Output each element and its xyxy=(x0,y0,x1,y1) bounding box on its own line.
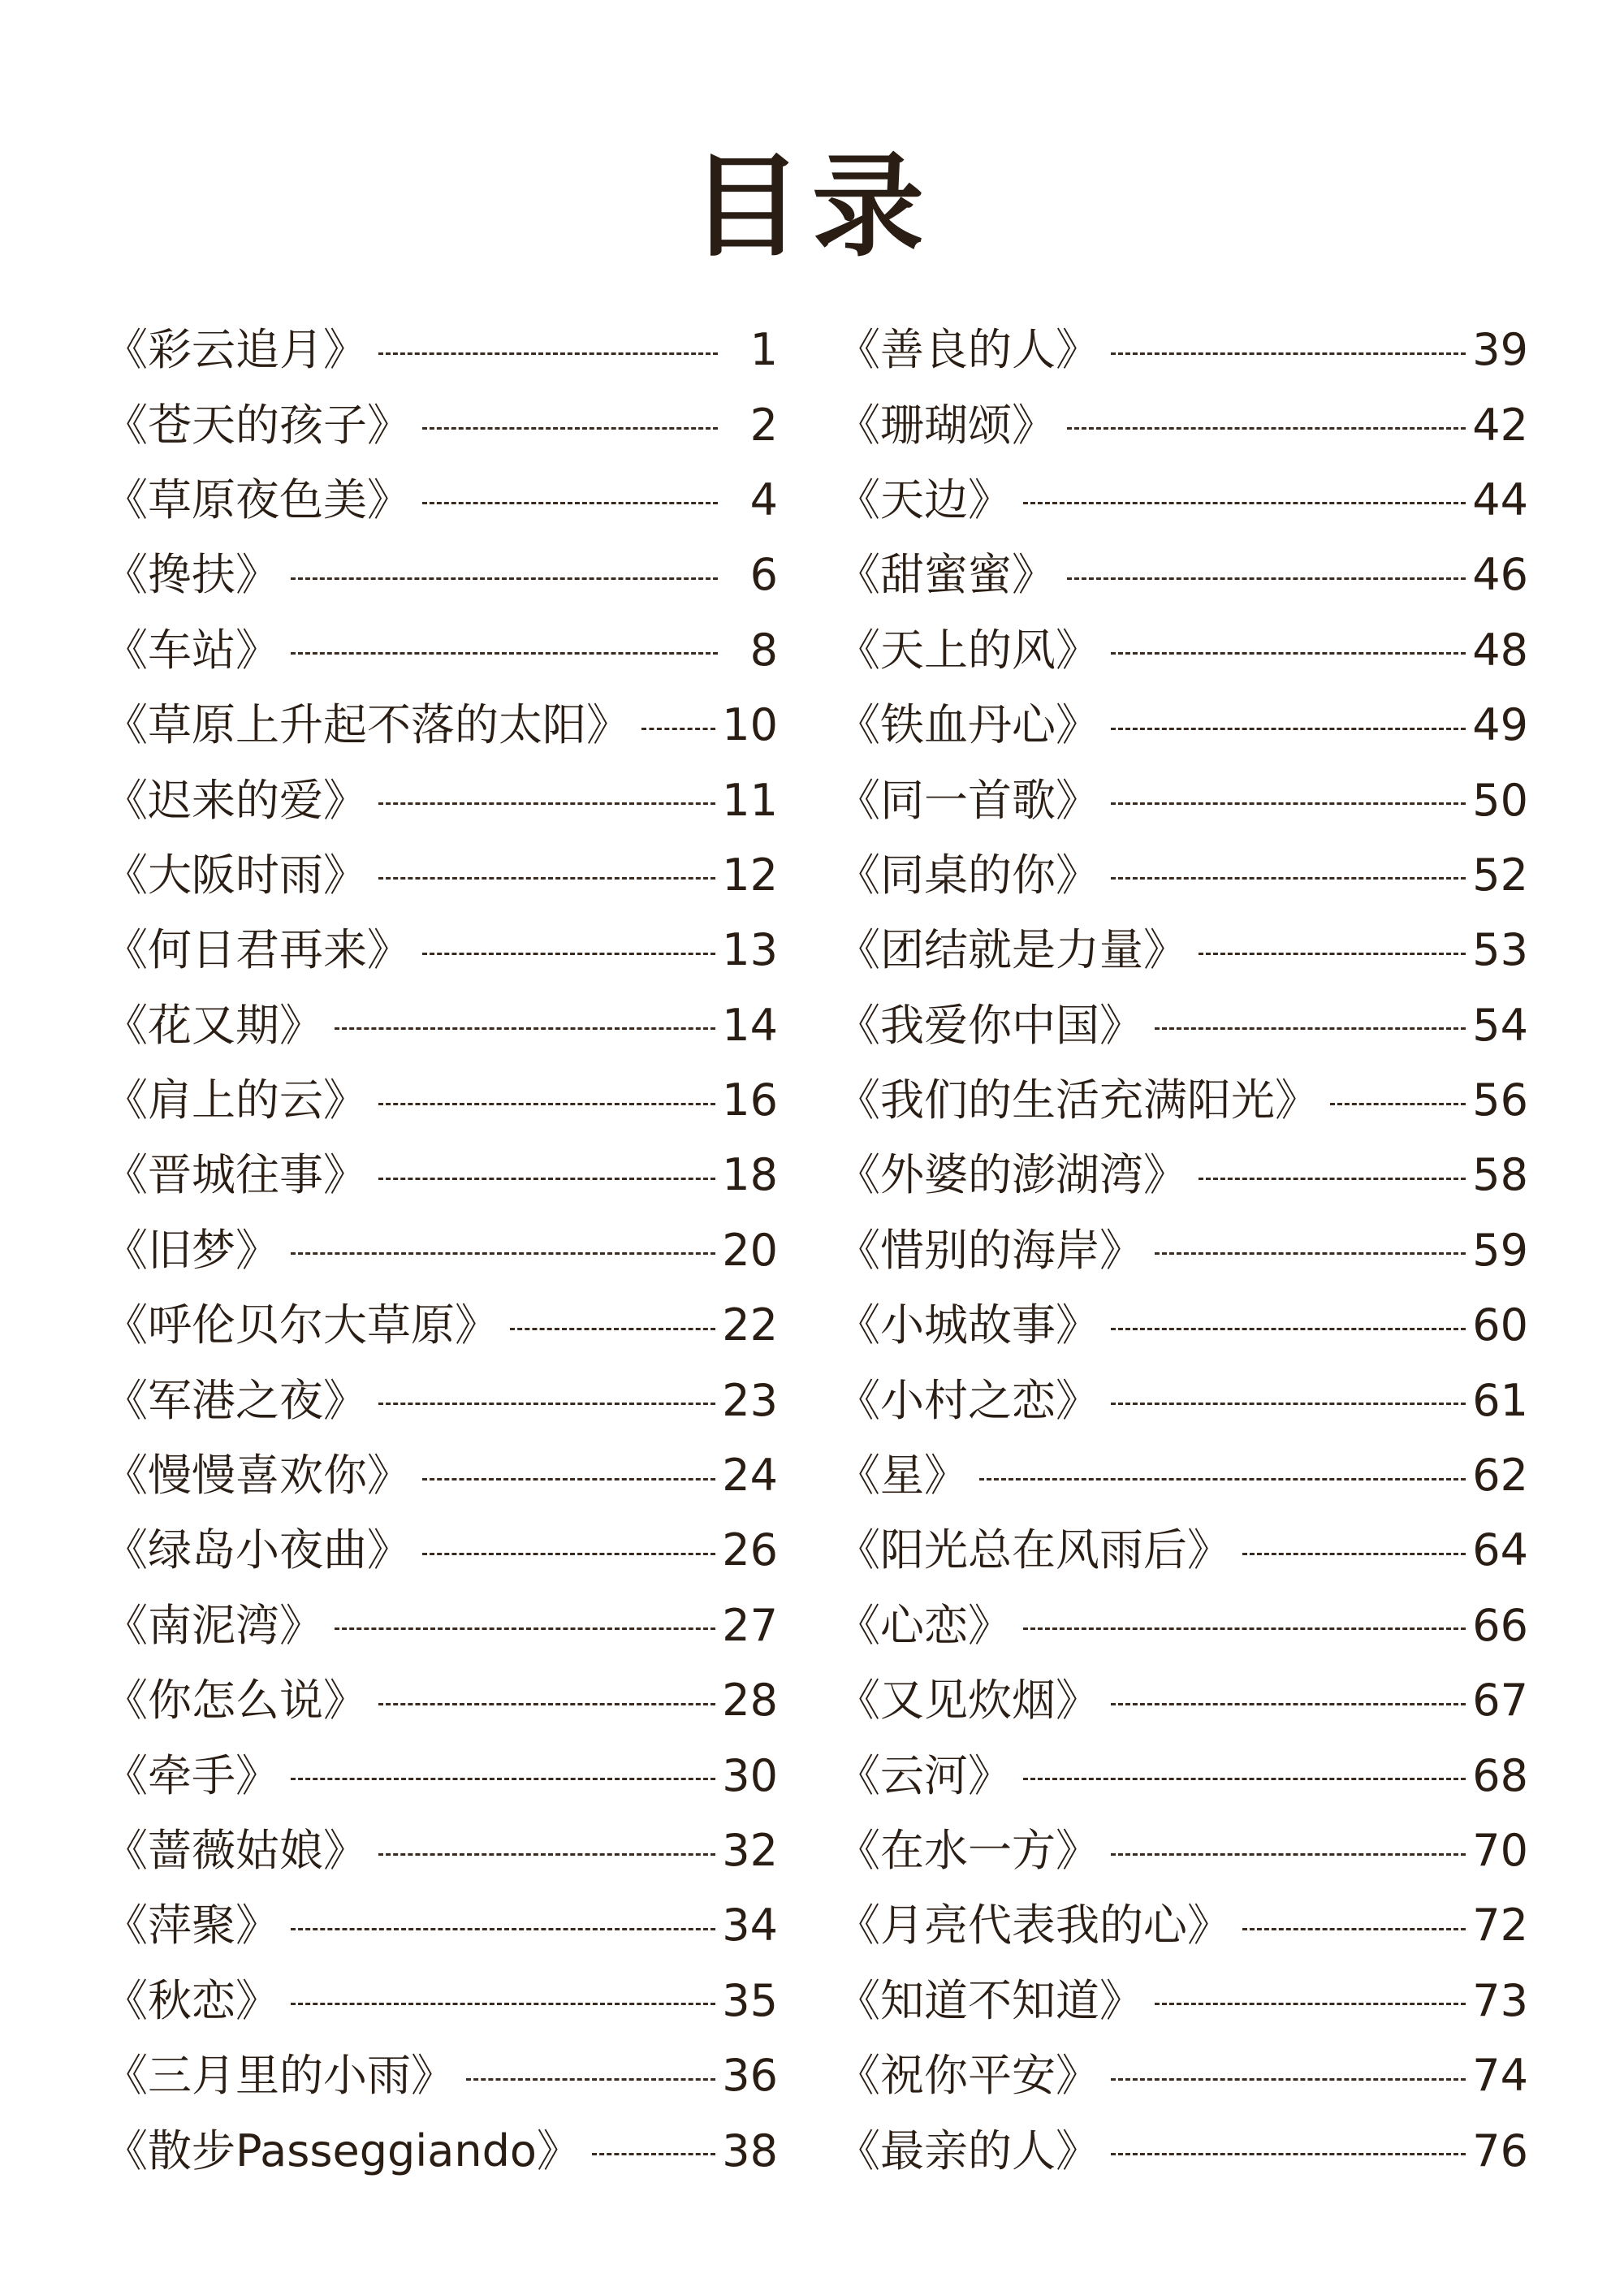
toc-entry-title: 《肩上的云》 xyxy=(104,1074,367,1126)
toc-entry-page-number: 6 xyxy=(749,549,778,601)
toc-entry-title: 《外婆的澎湖湾》 xyxy=(836,1149,1187,1201)
toc-entry-title: 《珊瑚颂》 xyxy=(836,399,1056,451)
toc-entry-title: 《又见炊烟》 xyxy=(836,1675,1099,1727)
toc-entry-title: 《星》 xyxy=(836,1450,968,1502)
toc-entry[interactable] xyxy=(104,1363,778,1437)
toc-entry[interactable] xyxy=(104,988,778,1063)
toc-entry[interactable] xyxy=(104,463,778,538)
toc-entry[interactable] xyxy=(104,387,778,462)
toc-entry-page-number: 68 xyxy=(1472,1749,1528,1801)
toc-entry-title: 《云河》 xyxy=(836,1749,1012,1801)
toc-entry-page-number: 54 xyxy=(1472,999,1528,1051)
toc-entry[interactable] xyxy=(836,913,1528,988)
toc-entry-title: 《心恋》 xyxy=(836,1599,1012,1651)
toc-entry[interactable] xyxy=(104,538,778,612)
toc-entry[interactable] xyxy=(104,1288,778,1363)
dotted-leader xyxy=(641,728,715,730)
toc-entry[interactable] xyxy=(836,313,1528,387)
toc-entry-page-number: 2 xyxy=(749,399,778,451)
toc-entry-page-number: 64 xyxy=(1472,1524,1528,1576)
toc-entry-title: 《天边》 xyxy=(836,473,1012,525)
dotted-leader xyxy=(1111,1703,1466,1705)
toc-entry-title: 《车站》 xyxy=(104,624,279,676)
dotted-leader xyxy=(1155,2003,1466,2005)
toc-entry-title: 《知道不知道》 xyxy=(836,1974,1143,2026)
toc-entry[interactable] xyxy=(836,2038,1528,2113)
dotted-leader xyxy=(1111,2153,1466,2155)
dotted-leader xyxy=(1111,1328,1466,1330)
dotted-leader xyxy=(1330,1103,1466,1105)
toc-entry-page-number: 50 xyxy=(1472,774,1528,826)
dotted-leader xyxy=(291,577,718,580)
toc-entry-title: 《惜别的海岸》 xyxy=(836,1224,1143,1276)
toc-entry[interactable] xyxy=(104,1888,778,1963)
toc-entry-page-number: 4 xyxy=(749,473,778,525)
toc-entry[interactable] xyxy=(104,1063,778,1138)
dotted-leader xyxy=(291,1778,715,1780)
toc-entry-title: 《蔷薇姑娘》 xyxy=(104,1825,367,1876)
dotted-leader xyxy=(1155,1252,1466,1255)
toc-entry-page-number: 74 xyxy=(1472,2050,1528,2102)
toc-right-column xyxy=(836,313,1528,2189)
toc-entry[interactable] xyxy=(104,313,778,387)
dotted-leader xyxy=(291,1252,715,1255)
dotted-leader xyxy=(291,2003,715,2005)
toc-entry-page-number: 62 xyxy=(1472,1450,1528,1502)
toc-entry-page-number: 36 xyxy=(722,2050,778,2102)
dotted-leader xyxy=(1242,1928,1466,1930)
dotted-leader xyxy=(1111,1853,1466,1856)
toc-entry-title: 《月亮代表我的心》 xyxy=(836,1900,1231,1952)
toc-entry[interactable] xyxy=(836,613,1528,688)
toc-entry-page-number: 12 xyxy=(722,849,778,901)
toc-entry[interactable] xyxy=(836,1213,1528,1288)
dotted-leader xyxy=(422,502,718,504)
toc-entry-page-number: 76 xyxy=(1472,2125,1528,2176)
toc-entry-title: 《萍聚》 xyxy=(104,1900,279,1952)
toc-entry[interactable] xyxy=(104,1813,778,1888)
toc-entry[interactable] xyxy=(104,2113,778,2188)
toc-entry-page-number: 53 xyxy=(1472,924,1528,976)
dotted-leader xyxy=(378,1178,715,1180)
toc-entry-page-number: 61 xyxy=(1472,1374,1528,1426)
toc-entry-page-number: 23 xyxy=(722,1374,778,1426)
toc-entry-page-number: 28 xyxy=(722,1675,778,1727)
toc-entry[interactable] xyxy=(104,1964,778,2038)
toc-entry-title: 《绿岛小夜曲》 xyxy=(104,1524,411,1576)
toc-entry-title: 《花又期》 xyxy=(104,999,323,1051)
toc-entry-title: 《最亲的人》 xyxy=(836,2125,1099,2176)
dotted-leader xyxy=(510,1328,715,1330)
toc-entry[interactable] xyxy=(836,1813,1528,1888)
toc-entry-page-number: 38 xyxy=(722,2125,778,2176)
toc-entry[interactable] xyxy=(836,1288,1528,1363)
toc-entry-title: 《呼伦贝尔大草原》 xyxy=(104,1299,499,1351)
toc-entry-title: 《苍天的孩子》 xyxy=(104,399,411,451)
toc-entry-page-number: 39 xyxy=(1472,324,1528,376)
dotted-leader xyxy=(422,1478,715,1480)
toc-entry-page-number: 56 xyxy=(1472,1074,1528,1126)
toc-entry-page-number: 30 xyxy=(722,1749,778,1801)
dotted-leader xyxy=(422,1553,715,1555)
dotted-leader xyxy=(378,1703,715,1705)
dotted-leader xyxy=(1023,1627,1466,1630)
toc-entry-title: 《何日君再来》 xyxy=(104,924,411,976)
toc-entry[interactable] xyxy=(836,1438,1528,1513)
dotted-leader xyxy=(1111,352,1466,355)
toc-entry-title: 《祝你平安》 xyxy=(836,2050,1099,2102)
dotted-leader xyxy=(1067,577,1466,580)
toc-entry-title: 《铁血丹心》 xyxy=(836,699,1099,751)
dotted-leader xyxy=(1199,953,1466,955)
toc-entry[interactable] xyxy=(836,763,1528,837)
toc-entry-page-number: 18 xyxy=(722,1149,778,1201)
toc-entry-title: 《慢慢喜欢你》 xyxy=(104,1450,411,1502)
toc-entry[interactable] xyxy=(104,913,778,988)
toc-left-column xyxy=(104,313,778,2189)
toc-entry-page-number: 42 xyxy=(1472,399,1528,451)
toc-entry-title: 《团结就是力量》 xyxy=(836,924,1187,976)
dotted-leader xyxy=(378,352,718,355)
toc-entry-page-number: 8 xyxy=(749,624,778,676)
toc-entry-page-number: 67 xyxy=(1472,1675,1528,1727)
toc-entry-title: 《我们的生活充满阳光》 xyxy=(836,1074,1319,1126)
dotted-leader xyxy=(1111,652,1466,655)
toc-entry[interactable] xyxy=(836,538,1528,612)
toc-entry-title: 《晋城往事》 xyxy=(104,1149,367,1201)
dotted-leader xyxy=(335,1027,715,1030)
toc-entry-page-number: 16 xyxy=(722,1074,778,1126)
toc-entry[interactable] xyxy=(836,1663,1528,1738)
dotted-leader xyxy=(422,427,718,430)
toc-entry[interactable] xyxy=(836,1363,1528,1437)
toc-entry-title: 《大阪时雨》 xyxy=(104,849,367,901)
toc-entry-title: 《我爱你中国》 xyxy=(836,999,1143,1051)
dotted-leader xyxy=(592,2153,715,2155)
toc-entry-title: 《旧梦》 xyxy=(104,1224,279,1276)
toc-entry[interactable] xyxy=(104,1213,778,1288)
toc-entry-page-number: 70 xyxy=(1472,1825,1528,1876)
toc-entry-page-number: 32 xyxy=(722,1825,778,1876)
toc-entry-page-number: 22 xyxy=(722,1299,778,1351)
toc-entry[interactable] xyxy=(104,1513,778,1588)
dotted-leader xyxy=(378,1403,715,1405)
toc-entry-page-number: 58 xyxy=(1472,1149,1528,1201)
toc-entry-page-number: 52 xyxy=(1472,849,1528,901)
toc-entry[interactable] xyxy=(836,988,1528,1063)
toc-entry-page-number: 34 xyxy=(722,1900,778,1952)
toc-entry-page-number: 73 xyxy=(1472,1974,1528,2026)
toc-entry-title: 《阳光总在风雨后》 xyxy=(836,1524,1231,1576)
toc-entry-page-number: 48 xyxy=(1472,624,1528,676)
toc-entry[interactable] xyxy=(104,1438,778,1513)
toc-entry[interactable] xyxy=(104,1663,778,1738)
toc-entry-page-number: 24 xyxy=(722,1450,778,1502)
toc-entry[interactable] xyxy=(836,1738,1528,1813)
toc-entry-page-number: 60 xyxy=(1472,1299,1528,1351)
toc-entry[interactable] xyxy=(836,1063,1528,1138)
toc-entry-title: 《军港之夜》 xyxy=(104,1374,367,1426)
dotted-leader xyxy=(466,2078,715,2081)
toc-entry-title: 《同一首歌》 xyxy=(836,774,1099,826)
toc-entry[interactable] xyxy=(104,1138,778,1212)
toc-entry-title: 《草原夜色美》 xyxy=(104,473,411,525)
toc-entry-title: 《同桌的你》 xyxy=(836,849,1099,901)
toc-entry-title: 《牵手》 xyxy=(104,1749,279,1801)
toc-entry-title: 《天上的风》 xyxy=(836,624,1099,676)
toc-entry-title: 《南泥湾》 xyxy=(104,1599,323,1651)
toc-entry[interactable] xyxy=(104,1589,778,1663)
toc-entry[interactable] xyxy=(104,838,778,913)
dotted-leader xyxy=(291,1928,715,1930)
dotted-leader xyxy=(378,802,715,805)
toc-entry-page-number: 35 xyxy=(722,1974,778,2026)
toc-entry[interactable] xyxy=(836,1589,1528,1663)
toc-entry[interactable] xyxy=(836,2113,1528,2188)
dotted-leader xyxy=(378,877,715,880)
toc-entry[interactable] xyxy=(836,463,1528,538)
toc-entry[interactable] xyxy=(836,838,1528,913)
toc-entry-page-number: 10 xyxy=(722,699,778,751)
toc-entry-page-number: 11 xyxy=(722,774,778,826)
toc-entry-title: 《在水一方》 xyxy=(836,1825,1099,1876)
toc-entry-page-number: 26 xyxy=(722,1524,778,1576)
toc-entry-page-number: 20 xyxy=(722,1224,778,1276)
toc-entry[interactable] xyxy=(104,1738,778,1813)
toc-entry-title: 《善良的人》 xyxy=(836,324,1099,376)
toc-entry[interactable] xyxy=(104,613,778,688)
toc-entry[interactable] xyxy=(104,688,778,763)
toc-entry-title: 《草原上升起不落的太阳》 xyxy=(104,699,630,751)
dotted-leader xyxy=(1111,802,1466,805)
toc-entry-page-number: 1 xyxy=(749,324,778,376)
toc-entry[interactable] xyxy=(836,688,1528,763)
dotted-leader xyxy=(1111,728,1466,730)
toc-entry[interactable] xyxy=(104,763,778,837)
toc-entry-title: 《散步Passeggiando》 xyxy=(104,2125,581,2176)
page-title: 目录 xyxy=(689,141,934,272)
toc-entry-title: 《你怎么说》 xyxy=(104,1675,367,1727)
toc-entry[interactable] xyxy=(836,1888,1528,1963)
dotted-leader xyxy=(1023,1778,1466,1780)
dotted-leader xyxy=(1242,1553,1466,1555)
dotted-leader xyxy=(1199,1178,1466,1180)
toc-entry-page-number: 46 xyxy=(1472,549,1528,601)
toc-entry-title: 《甜蜜蜜》 xyxy=(836,549,1056,601)
toc-entry-page-number: 44 xyxy=(1472,473,1528,525)
dotted-leader xyxy=(1023,502,1466,504)
toc-entry-title: 《三月里的小雨》 xyxy=(104,2050,455,2102)
toc-entry-page-number: 72 xyxy=(1472,1900,1528,1952)
toc-entry-title: 《秋恋》 xyxy=(104,1974,279,2026)
toc-entry-page-number: 14 xyxy=(722,999,778,1051)
dotted-leader xyxy=(422,953,715,955)
toc-entry-title: 《彩云追月》 xyxy=(104,324,367,376)
dotted-leader xyxy=(378,1853,715,1856)
toc-entry[interactable] xyxy=(836,1964,1528,2038)
dotted-leader xyxy=(979,1478,1466,1480)
toc-entry-title: 《搀扶》 xyxy=(104,549,279,601)
dotted-leader xyxy=(1111,877,1466,880)
dotted-leader xyxy=(1067,427,1466,430)
toc-entry[interactable] xyxy=(836,1513,1528,1588)
toc-entry-page-number: 13 xyxy=(722,924,778,976)
toc-entry[interactable] xyxy=(836,387,1528,462)
toc-entry-page-number: 27 xyxy=(722,1599,778,1651)
dotted-leader xyxy=(291,652,718,655)
toc-entry[interactable] xyxy=(836,1138,1528,1212)
toc-entry-page-number: 66 xyxy=(1472,1599,1528,1651)
dotted-leader xyxy=(1155,1027,1466,1030)
dotted-leader xyxy=(335,1627,715,1630)
toc-entry-title: 《小村之恋》 xyxy=(836,1374,1099,1426)
toc-entry-page-number: 59 xyxy=(1472,1224,1528,1276)
dotted-leader xyxy=(1111,1403,1466,1405)
toc-entry-page-number: 49 xyxy=(1472,699,1528,751)
dotted-leader xyxy=(1111,2078,1466,2081)
toc-entry-title: 《小城故事》 xyxy=(836,1299,1099,1351)
toc-entry[interactable] xyxy=(104,2038,778,2113)
toc-entry-title: 《迟来的爱》 xyxy=(104,774,367,826)
dotted-leader xyxy=(378,1103,715,1105)
